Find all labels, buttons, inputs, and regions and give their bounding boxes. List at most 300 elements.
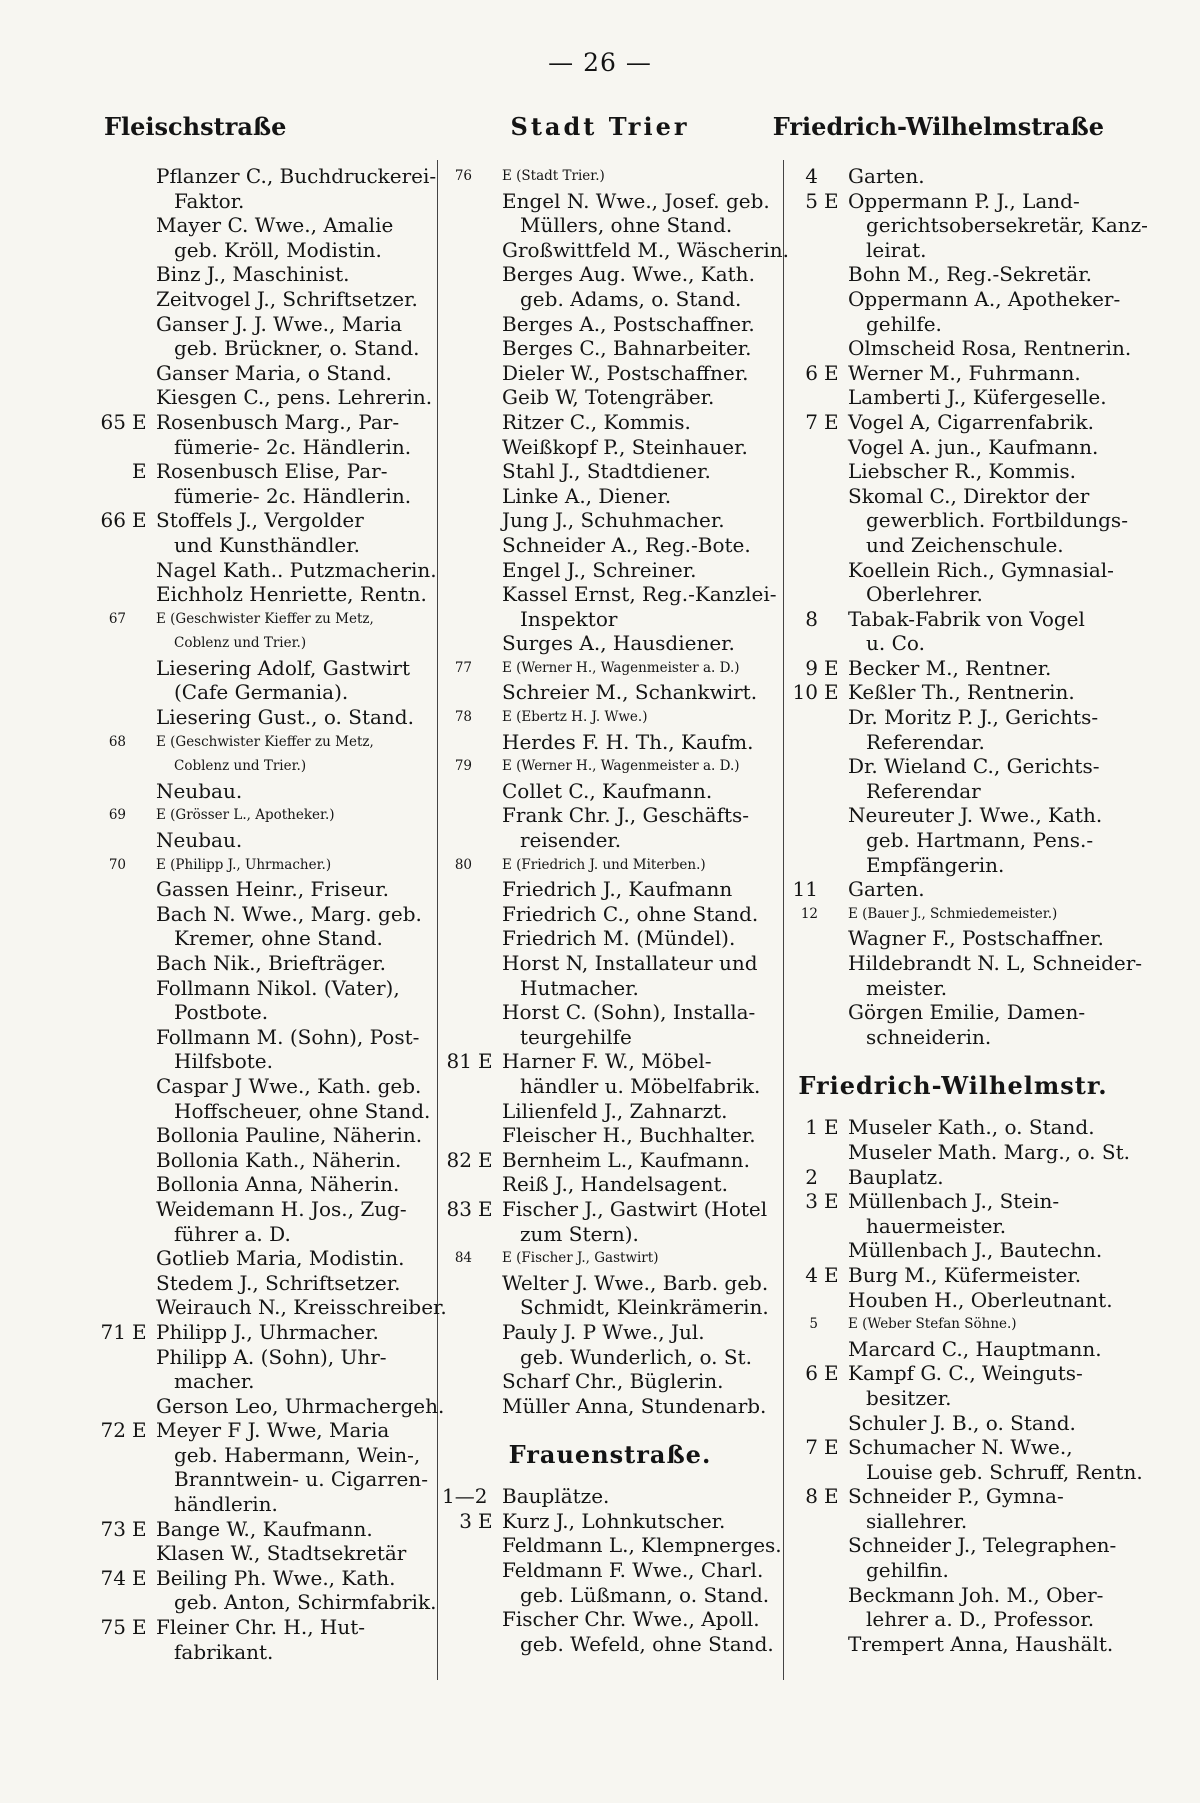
house-number	[788, 287, 824, 312]
owner-marker	[132, 435, 156, 460]
directory-entry	[788, 238, 1118, 263]
entry-text: Kiesgen C., pens. Lehrerin.	[156, 385, 433, 410]
entry-text: Bernheim L., Kaufmann.	[502, 1147, 750, 1172]
entry-text: Ritzer C., Kommis.	[502, 409, 691, 434]
entry-text: Welter J. Wwe., Barb. geb.	[502, 1270, 769, 1295]
directory-entry	[788, 1115, 1118, 1140]
entry-text: besitzer.	[866, 1385, 952, 1410]
house-number	[96, 1541, 132, 1566]
entry-text: Bollonia Kath., Näherin.	[156, 1147, 402, 1172]
house-number: 4	[805, 1262, 818, 1287]
directory-entry	[96, 410, 432, 435]
entry-text: Oppermann P. J., Land-	[848, 188, 1080, 213]
house-number	[96, 951, 132, 976]
entry-text: Scharf Chr., Büglerin.	[502, 1369, 724, 1394]
house-number: 3	[459, 1508, 472, 1533]
directory-entry	[96, 484, 432, 509]
directory-entry	[442, 1345, 778, 1370]
directory-entry	[442, 1558, 778, 1583]
owner-marker	[132, 533, 156, 558]
house-number	[442, 680, 478, 705]
owner-marker	[132, 754, 156, 779]
directory-entry	[442, 1583, 778, 1608]
owner-marker: E	[824, 1435, 839, 1460]
house-number	[96, 1172, 132, 1197]
owner-marker	[478, 1246, 502, 1271]
entry-text: Klasen W., Stadtsekretär	[156, 1541, 407, 1566]
directory-entry	[442, 1025, 778, 1050]
owner-marker	[478, 533, 502, 558]
owner-marker	[824, 779, 848, 804]
directory-entry	[442, 164, 778, 189]
house-number	[442, 1345, 478, 1370]
owner-marker	[824, 238, 848, 263]
house-number: 75	[100, 1615, 126, 1640]
house-number	[96, 262, 132, 287]
entry-text: Hoffscheuer, ohne Stand.	[174, 1098, 431, 1123]
entry-text: teurgehilfe	[520, 1024, 632, 1049]
owner-marker: E	[824, 655, 839, 680]
directory-entry	[442, 459, 778, 484]
directory-entry	[788, 533, 1118, 558]
entry-text: (Cafe Germania).	[174, 680, 349, 705]
entry-text: Collet C., Kaufmann.	[502, 778, 713, 803]
directory-entry	[96, 1172, 432, 1197]
entry-text: Dr. Wieland C., Gerichts-	[848, 754, 1100, 779]
directory-entry	[788, 1361, 1118, 1386]
owner-marker	[824, 1411, 848, 1436]
entry-text: Bach Nik., Briefträger.	[156, 951, 386, 975]
directory-entry	[96, 902, 432, 927]
house-number: 7	[805, 1435, 818, 1460]
entry-text: Bauplatz.	[848, 1164, 944, 1189]
directory-entry	[442, 1197, 778, 1222]
owner-marker	[824, 459, 848, 484]
owner-marker	[478, 1632, 502, 1657]
owner-marker	[478, 1271, 502, 1296]
entry-text: Beiling Ph. Wwe., Kath.	[156, 1565, 396, 1590]
house-number	[788, 853, 824, 878]
house-number	[96, 558, 132, 583]
house-number	[442, 1295, 478, 1320]
entry-text: Bach N. Wwe., Marg. geb.	[156, 901, 422, 926]
owner-marker	[824, 287, 848, 312]
house-number	[788, 1214, 824, 1239]
owner-marker	[824, 508, 848, 533]
owner-marker	[132, 312, 156, 337]
entry-text: Jung J., Schuhmacher.	[502, 508, 725, 533]
entry-text: E (Grösser L., Apotheker.)	[156, 807, 335, 824]
owner-marker: E	[824, 360, 839, 385]
directory-entry	[96, 951, 432, 976]
directory-entry	[788, 286, 1121, 312]
owner-marker	[478, 705, 502, 730]
owner-marker	[824, 312, 848, 337]
owner-marker	[478, 508, 502, 533]
entry-text: Werner M., Fuhrmann.	[848, 360, 1081, 385]
owner-marker	[132, 164, 156, 189]
entry-text: händler u. Möbelfabrik.	[520, 1073, 761, 1098]
entry-text: Kremer, ohne Stand.	[174, 926, 383, 951]
entry-text: Meyer F J. Wwe, Maria	[156, 1418, 390, 1443]
entry-text: geb. Hartmann, Pens.-	[866, 828, 1094, 853]
directory-entry	[96, 312, 432, 337]
directory-entry	[96, 1517, 432, 1542]
entry-text: u. Co.	[866, 631, 925, 656]
owner-marker	[478, 656, 502, 681]
column-divider	[783, 160, 784, 1680]
entry-text: Binz J., Maschinist.	[156, 262, 350, 287]
directory-entry	[788, 1558, 1118, 1583]
owner-marker	[478, 189, 502, 214]
entry-text: Weißkopf P., Steinhauer.	[502, 434, 748, 459]
directory-entry	[96, 385, 432, 410]
entry-text: geb. Habermann, Wein-,	[174, 1442, 421, 1467]
house-number: 76	[454, 168, 472, 184]
house-number	[788, 976, 824, 1001]
entry-text: geb. Anton, Schirmfabrik.	[174, 1590, 437, 1615]
owner-marker	[478, 336, 502, 361]
directory-entry	[96, 853, 432, 878]
directory-entry	[788, 730, 1118, 755]
owner-marker	[478, 1025, 502, 1050]
directory-entry	[788, 779, 1118, 804]
owner-marker	[478, 1172, 502, 1197]
house-number: 8	[805, 1484, 818, 1509]
owner-marker	[132, 1541, 156, 1566]
directory-entry	[442, 435, 778, 460]
owner-marker	[824, 828, 848, 853]
directory-entry	[788, 754, 1118, 779]
owner-marker	[478, 1558, 502, 1583]
house-number	[96, 1148, 132, 1173]
entry-text: E (Stadt Trier.)	[502, 168, 605, 184]
owner-marker	[478, 951, 502, 976]
entry-text: Gotlieb Maria, Modistin.	[156, 1246, 405, 1271]
directory-entry	[96, 287, 432, 312]
entry-text: Keßler Th., Rentnerin.	[848, 680, 1075, 705]
entry-text: Branntwein- u. Cigarren-	[174, 1467, 428, 1492]
owner-marker	[824, 926, 848, 951]
entry-text: meister.	[866, 975, 948, 1000]
directory-column-2	[442, 164, 789, 1656]
directory-entry	[96, 1049, 432, 1074]
directory-entry	[442, 484, 778, 509]
entry-text: Becker M., Rentner.	[848, 655, 1052, 680]
owner-marker	[478, 164, 502, 189]
entry-text: Berges A., Postschaffner.	[502, 311, 755, 336]
directory-entry	[442, 582, 778, 607]
directory-entry	[96, 336, 432, 361]
entry-text: Hildebrandt N. L, Schneider-	[848, 951, 1143, 975]
directory-entry	[96, 976, 432, 1001]
entry-text: Stahl J., Stadtdiener.	[502, 459, 711, 484]
directory-entry	[442, 1533, 782, 1558]
entry-text: Horst C. (Sohn), Installa-	[502, 1000, 756, 1025]
directory-entry	[788, 1025, 1118, 1050]
owner-marker	[478, 361, 502, 386]
directory-entry	[96, 1566, 432, 1591]
house-number	[442, 779, 478, 804]
entry-text: Philipp J., Uhrmacher.	[156, 1319, 379, 1344]
entry-text: Weirauch N., Kreisschreiber.	[156, 1295, 447, 1320]
directory-entry	[788, 262, 1118, 287]
owner-marker	[132, 582, 156, 607]
owner-marker: E	[132, 508, 147, 533]
directory-entry	[96, 730, 432, 755]
owner-marker: E	[132, 1418, 147, 1443]
house-number	[96, 1295, 132, 1320]
entry-text: leirat.	[866, 237, 927, 262]
directory-entry	[788, 1337, 1118, 1362]
house-number: 8	[805, 606, 818, 631]
directory-entry	[442, 1320, 778, 1345]
house-number	[442, 1583, 478, 1608]
directory-entry	[96, 1492, 432, 1517]
owner-marker	[478, 853, 502, 878]
house-number	[788, 1238, 824, 1263]
directory-entry	[96, 1025, 432, 1050]
house-number: 72	[100, 1418, 126, 1443]
house-number	[96, 189, 132, 214]
house-number: 81	[446, 1049, 472, 1074]
directory-entry	[96, 754, 432, 779]
house-number: 78	[454, 709, 472, 726]
owner-marker	[824, 1140, 848, 1165]
directory-entry	[788, 607, 1118, 632]
house-number	[442, 1558, 478, 1583]
owner-marker	[132, 1443, 156, 1468]
owner-marker	[478, 1533, 502, 1558]
entry-text: Schneider A., Reg.-Bote.	[502, 532, 751, 557]
house-number	[96, 705, 132, 730]
directory-entry	[442, 680, 778, 705]
house-number	[96, 1025, 132, 1050]
owner-marker: E	[478, 1196, 493, 1221]
entry-text: Mayer C. Wwe., Amalie	[156, 213, 394, 238]
house-number	[96, 976, 132, 1001]
entry-text: Beckmann Joh. M., Ober-	[848, 1582, 1104, 1607]
owner-marker	[478, 1583, 502, 1608]
owner-marker	[132, 680, 156, 705]
entry-text: Stedem J., Schriftsetzer.	[156, 1270, 401, 1295]
owner-marker	[824, 631, 848, 656]
entry-text: Vogel A, Cigarrenfabrik.	[848, 409, 1095, 434]
entry-text: Lilienfeld J., Zahnarzt.	[502, 1098, 728, 1123]
owner-marker	[478, 287, 502, 312]
owner-marker	[478, 1099, 502, 1124]
directory-entry	[788, 558, 1118, 583]
directory-entry	[788, 951, 1143, 976]
directory-entry	[788, 1000, 1118, 1025]
entry-text: Hilfsbote.	[174, 1049, 273, 1074]
house-number	[788, 754, 824, 779]
directory-entry	[96, 1123, 432, 1148]
entry-text: Geib W, Totengräber.	[502, 385, 715, 410]
entry-text: Großwittfeld M., Wäscherin.	[502, 237, 789, 262]
directory-entry	[96, 631, 432, 656]
house-number	[442, 1533, 478, 1558]
entry-text: E (Weber Stefan Söhne.)	[848, 1316, 1017, 1333]
directory-entry	[788, 656, 1118, 681]
house-number	[442, 336, 478, 361]
house-number	[442, 508, 478, 533]
running-header-center: Stadt Trier	[510, 112, 690, 141]
entry-text: Feldmann L., Klempnerges.	[502, 1533, 782, 1558]
directory-entry	[442, 828, 778, 853]
directory-entry	[96, 1148, 432, 1173]
house-number	[96, 1590, 132, 1615]
owner-marker	[478, 385, 502, 410]
entry-text: Postbote.	[174, 1000, 269, 1025]
owner-marker	[478, 1394, 502, 1419]
entry-text: und Zeichenschule.	[866, 532, 1064, 557]
owner-marker: E	[824, 1189, 839, 1214]
entry-text: Engel N. Wwe., Josef. geb.	[502, 188, 770, 213]
directory-entry	[442, 1632, 778, 1657]
house-number	[442, 1271, 478, 1296]
entry-text: Schneider P., Gymna-	[848, 1484, 1064, 1509]
directory-entry	[96, 557, 437, 583]
owner-marker	[824, 754, 848, 779]
owner-marker	[132, 1640, 156, 1665]
house-number	[788, 1386, 824, 1411]
owner-marker	[478, 1484, 502, 1509]
house-number	[788, 336, 824, 361]
owner-marker	[824, 1000, 848, 1025]
directory-entry	[442, 361, 778, 386]
entry-text: Müllers, ohne Stand.	[520, 213, 733, 238]
entry-text: Oberlehrer.	[866, 582, 983, 607]
entry-text: Horst N, Installateur und	[502, 951, 758, 975]
house-number	[96, 533, 132, 558]
house-number	[96, 1123, 132, 1148]
house-number	[442, 435, 478, 460]
house-number	[788, 705, 824, 730]
owner-marker	[478, 1295, 502, 1320]
directory-entry	[788, 1189, 1118, 1214]
directory-entry	[788, 1214, 1118, 1239]
directory-entry	[788, 213, 1148, 238]
directory-entry	[442, 607, 778, 632]
directory-entry	[442, 1099, 778, 1124]
entry-text: Koellein Rich., Gymnasial-	[848, 557, 1114, 582]
directory-entry	[442, 656, 778, 681]
house-number	[442, 1172, 478, 1197]
owner-marker: E	[478, 1508, 493, 1533]
owner-marker	[478, 312, 502, 337]
house-number	[442, 1099, 478, 1124]
owner-marker	[132, 1492, 156, 1517]
entry-text: fümerie- 2c. Händlerin.	[174, 483, 412, 508]
house-number	[96, 361, 132, 386]
entry-text: Burg M., Küfermeister.	[848, 1262, 1082, 1287]
entry-text: Dieler W., Postschaffner.	[502, 360, 749, 385]
directory-entry	[788, 1238, 1118, 1263]
owner-marker	[824, 435, 848, 460]
owner-marker	[132, 1000, 156, 1025]
house-number	[96, 902, 132, 927]
directory-entry	[788, 1484, 1118, 1509]
entry-text: Referendar	[866, 778, 981, 803]
house-number	[442, 459, 478, 484]
entry-text: Fischer J., Gastwirt (Hotel	[502, 1196, 768, 1221]
house-number	[442, 730, 478, 755]
house-number	[788, 1632, 824, 1657]
directory-entry	[788, 1607, 1118, 1632]
owner-marker	[824, 951, 848, 976]
owner-marker: E	[132, 1615, 147, 1640]
directory-entry	[788, 164, 1118, 189]
entry-text: zum Stern).	[520, 1221, 639, 1246]
entry-text: Berges Aug. Wwe., Kath.	[502, 262, 755, 287]
directory-entry	[96, 1615, 432, 1640]
column-divider	[437, 160, 438, 1680]
entry-text: Engel J., Schreiner.	[502, 557, 697, 582]
owner-marker	[132, 1172, 156, 1197]
house-number: 65	[100, 409, 126, 434]
house-number	[96, 312, 132, 337]
directory-entry	[788, 976, 1118, 1001]
house-number	[96, 238, 132, 263]
entry-text: E (Bauer J., Schmiedemeister.)	[848, 905, 1058, 922]
house-number	[442, 213, 478, 238]
entry-text: geb. Kröll, Modistin.	[174, 237, 382, 262]
house-number	[442, 1123, 478, 1148]
entry-text: Reiß J., Handelsagent.	[502, 1172, 728, 1197]
owner-marker	[478, 1607, 502, 1632]
house-number	[788, 1460, 824, 1485]
directory-entry	[442, 779, 778, 804]
street-heading: Frauenstraße.	[508, 1440, 712, 1470]
entry-text: händlerin.	[174, 1492, 278, 1517]
house-number	[442, 1320, 478, 1345]
entry-text: Kassel Ernst, Reg.-Kanzlei-	[502, 582, 777, 607]
directory-entry	[96, 1271, 432, 1296]
directory-entry	[442, 951, 778, 976]
entry-text: Coblenz und Trier.)	[174, 635, 307, 652]
owner-marker	[132, 1148, 156, 1173]
owner-marker	[824, 336, 848, 361]
house-number	[96, 213, 132, 238]
directory-entry	[788, 1165, 1118, 1190]
directory-entry	[442, 1369, 778, 1394]
entry-text: lehrer a. D., Professor.	[866, 1607, 1095, 1632]
directory-entry	[442, 1172, 778, 1197]
street-heading: Friedrich-Wilhelmstr.	[798, 1071, 1108, 1101]
directory-entry	[96, 189, 432, 214]
house-number: 74	[100, 1565, 126, 1590]
entry-text: schneiderin.	[866, 1024, 992, 1049]
owner-marker	[132, 902, 156, 927]
owner-marker	[132, 213, 156, 238]
owner-marker	[132, 1123, 156, 1148]
owner-marker	[824, 877, 848, 902]
directory-entry	[442, 533, 778, 558]
directory-entry	[442, 730, 778, 755]
house-number: 77	[454, 659, 472, 676]
house-number: 73	[100, 1516, 126, 1541]
entry-text: Friedrich M. (Mündel).	[502, 926, 736, 951]
house-number	[788, 385, 824, 410]
house-number	[788, 1288, 824, 1313]
owner-marker	[478, 803, 502, 828]
directory-entry	[96, 1590, 437, 1615]
running-header-left: Fleischstraße	[104, 112, 287, 141]
directory-entry	[788, 1411, 1118, 1436]
house-number	[442, 926, 478, 951]
owner-marker	[824, 853, 848, 878]
